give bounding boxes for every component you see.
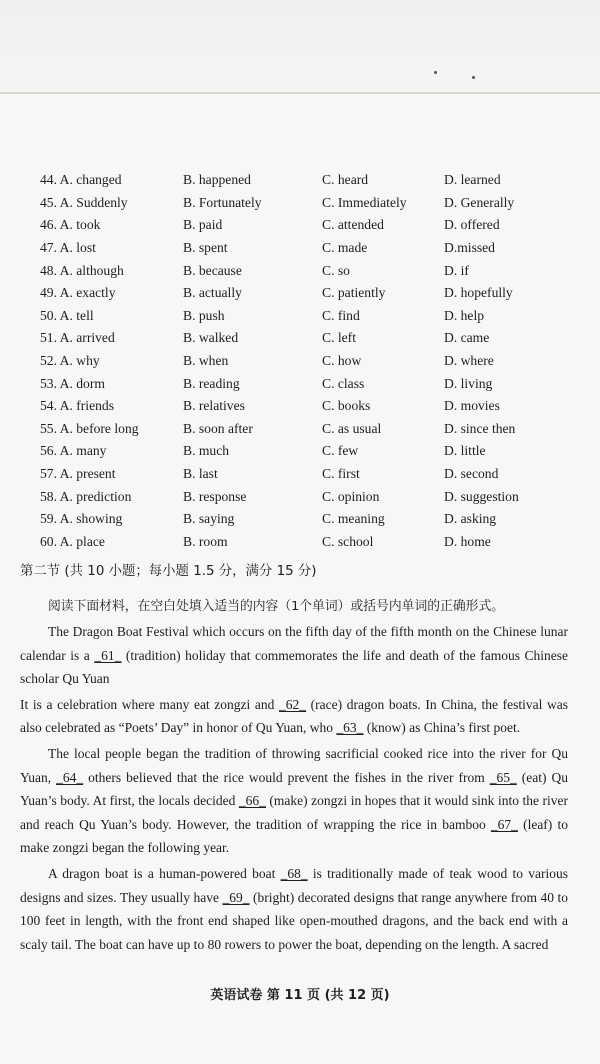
scan-margin xyxy=(0,0,600,92)
answer-options-table xyxy=(40,169,580,553)
question-row: 59. A. showing B. saying C. meaning D. asking xyxy=(40,511,497,527)
question-row: 53. A. dorm B. reading C. class D. living xyxy=(40,375,493,391)
reading-passage xyxy=(20,620,568,958)
question-row: 58. A. prediction B. response C. opinion D. suggestion xyxy=(40,488,519,504)
question-row: 45. A. Suddenly B. Fortunately C. Immediately D. Generally xyxy=(40,194,515,210)
scan-edge xyxy=(0,92,600,94)
blank-66: _66_ xyxy=(238,793,266,809)
question-row: 52. A. why B. when C. how D. where xyxy=(40,353,494,369)
question-row: 55. A. before long B. soon after C. as usual D. since then xyxy=(40,420,516,436)
passage-paragraph: It is a celebration where many eat zongzi and _62_ (race) dragon boats. In China, the festival was also celebrated as “Poets’ Day” in honor of Qu Yuan, who _63_ (know) as China’s first poet. xyxy=(20,696,568,736)
question-row: 44. A. changed B. happened C. heard D. learned xyxy=(40,172,501,188)
question-row: 57. A. present B. last C. first D. second xyxy=(40,466,499,482)
question-row: 49. A. exactly B. actually C. patiently D. hopefully xyxy=(40,285,513,301)
passage-paragraph: The local people began the tradition of throwing sacrificial cooked rice into the river for Qu Yuan, _64_ others believed that the rice would prevent the fishes in the river from _65_ (eat) Qu Yuan’s body. At first, the locals decided _66_ (make) zongzi in hopes that it would sink into the river and reach Qu Yuan’s body. However, the tradition of wrapping the rice in bamboo _67_ (leaf) to make zongzi began the following year. xyxy=(20,745,568,856)
passage-paragraph: A dragon boat is a human-powered boat _68_ is traditionally made of teak wood to various designs and sizes. They usually have _69_ (bright) decorated designs that range anywhere from 40 to 100 feet in length, with the front end shaped like open-mouthed dragons, and the back end with a scaly tail. The boat can have up to 80 rowers to power the boat, depending on the length. A sacred xyxy=(20,865,568,952)
question-row: 50. A. tell B. push C. find D. help xyxy=(40,307,485,323)
blank-61: _61_ xyxy=(94,647,122,663)
question-row: 54. A. friends B. relatives C. books D. movies xyxy=(40,398,500,414)
blank-65: _65_ xyxy=(489,769,517,785)
blank-64: _64_ xyxy=(56,769,84,785)
scan-speck xyxy=(434,71,437,74)
passage-paragraph: The Dragon Boat Festival which occurs on the fifth day of the fifth month on the Chinese lunar calendar is a _61_ (tradition) holiday that commemorates the life and death of the famous Chinese scholar Qu Yuan xyxy=(20,624,568,687)
section-instruction: 阅读下面材料，在空白处填入适当的内容（1个单词）或括号内单词的正确形式。 xyxy=(48,599,505,614)
blank-63: _63_ xyxy=(336,720,364,736)
page-footer: 英语试卷 第 11 页 (共 12 页) xyxy=(210,988,390,1003)
section-heading: 第二节 (共 10 小题；每小题 1.5 分，满分 15 分) xyxy=(20,564,317,579)
blank-67: _67_ xyxy=(490,816,518,832)
blank-69: _69_ xyxy=(222,889,250,905)
question-row: 46. A. took B. paid C. attended D. offered xyxy=(40,217,500,233)
blank-62: _62_ xyxy=(279,696,307,712)
question-row: 60. A. place B. room C. school D. home xyxy=(40,533,491,549)
question-row: 56. A. many B. much C. few D. little xyxy=(40,443,486,459)
question-row: 48. A. although B. because C. so D. if xyxy=(40,262,469,278)
scan-speck xyxy=(472,76,475,79)
question-row: 51. A. arrived B. walked C. left D. came xyxy=(40,330,490,346)
blank-68: _68_ xyxy=(280,865,308,881)
question-row: 47. A. lost B. spent C. made D.missed xyxy=(40,240,495,256)
